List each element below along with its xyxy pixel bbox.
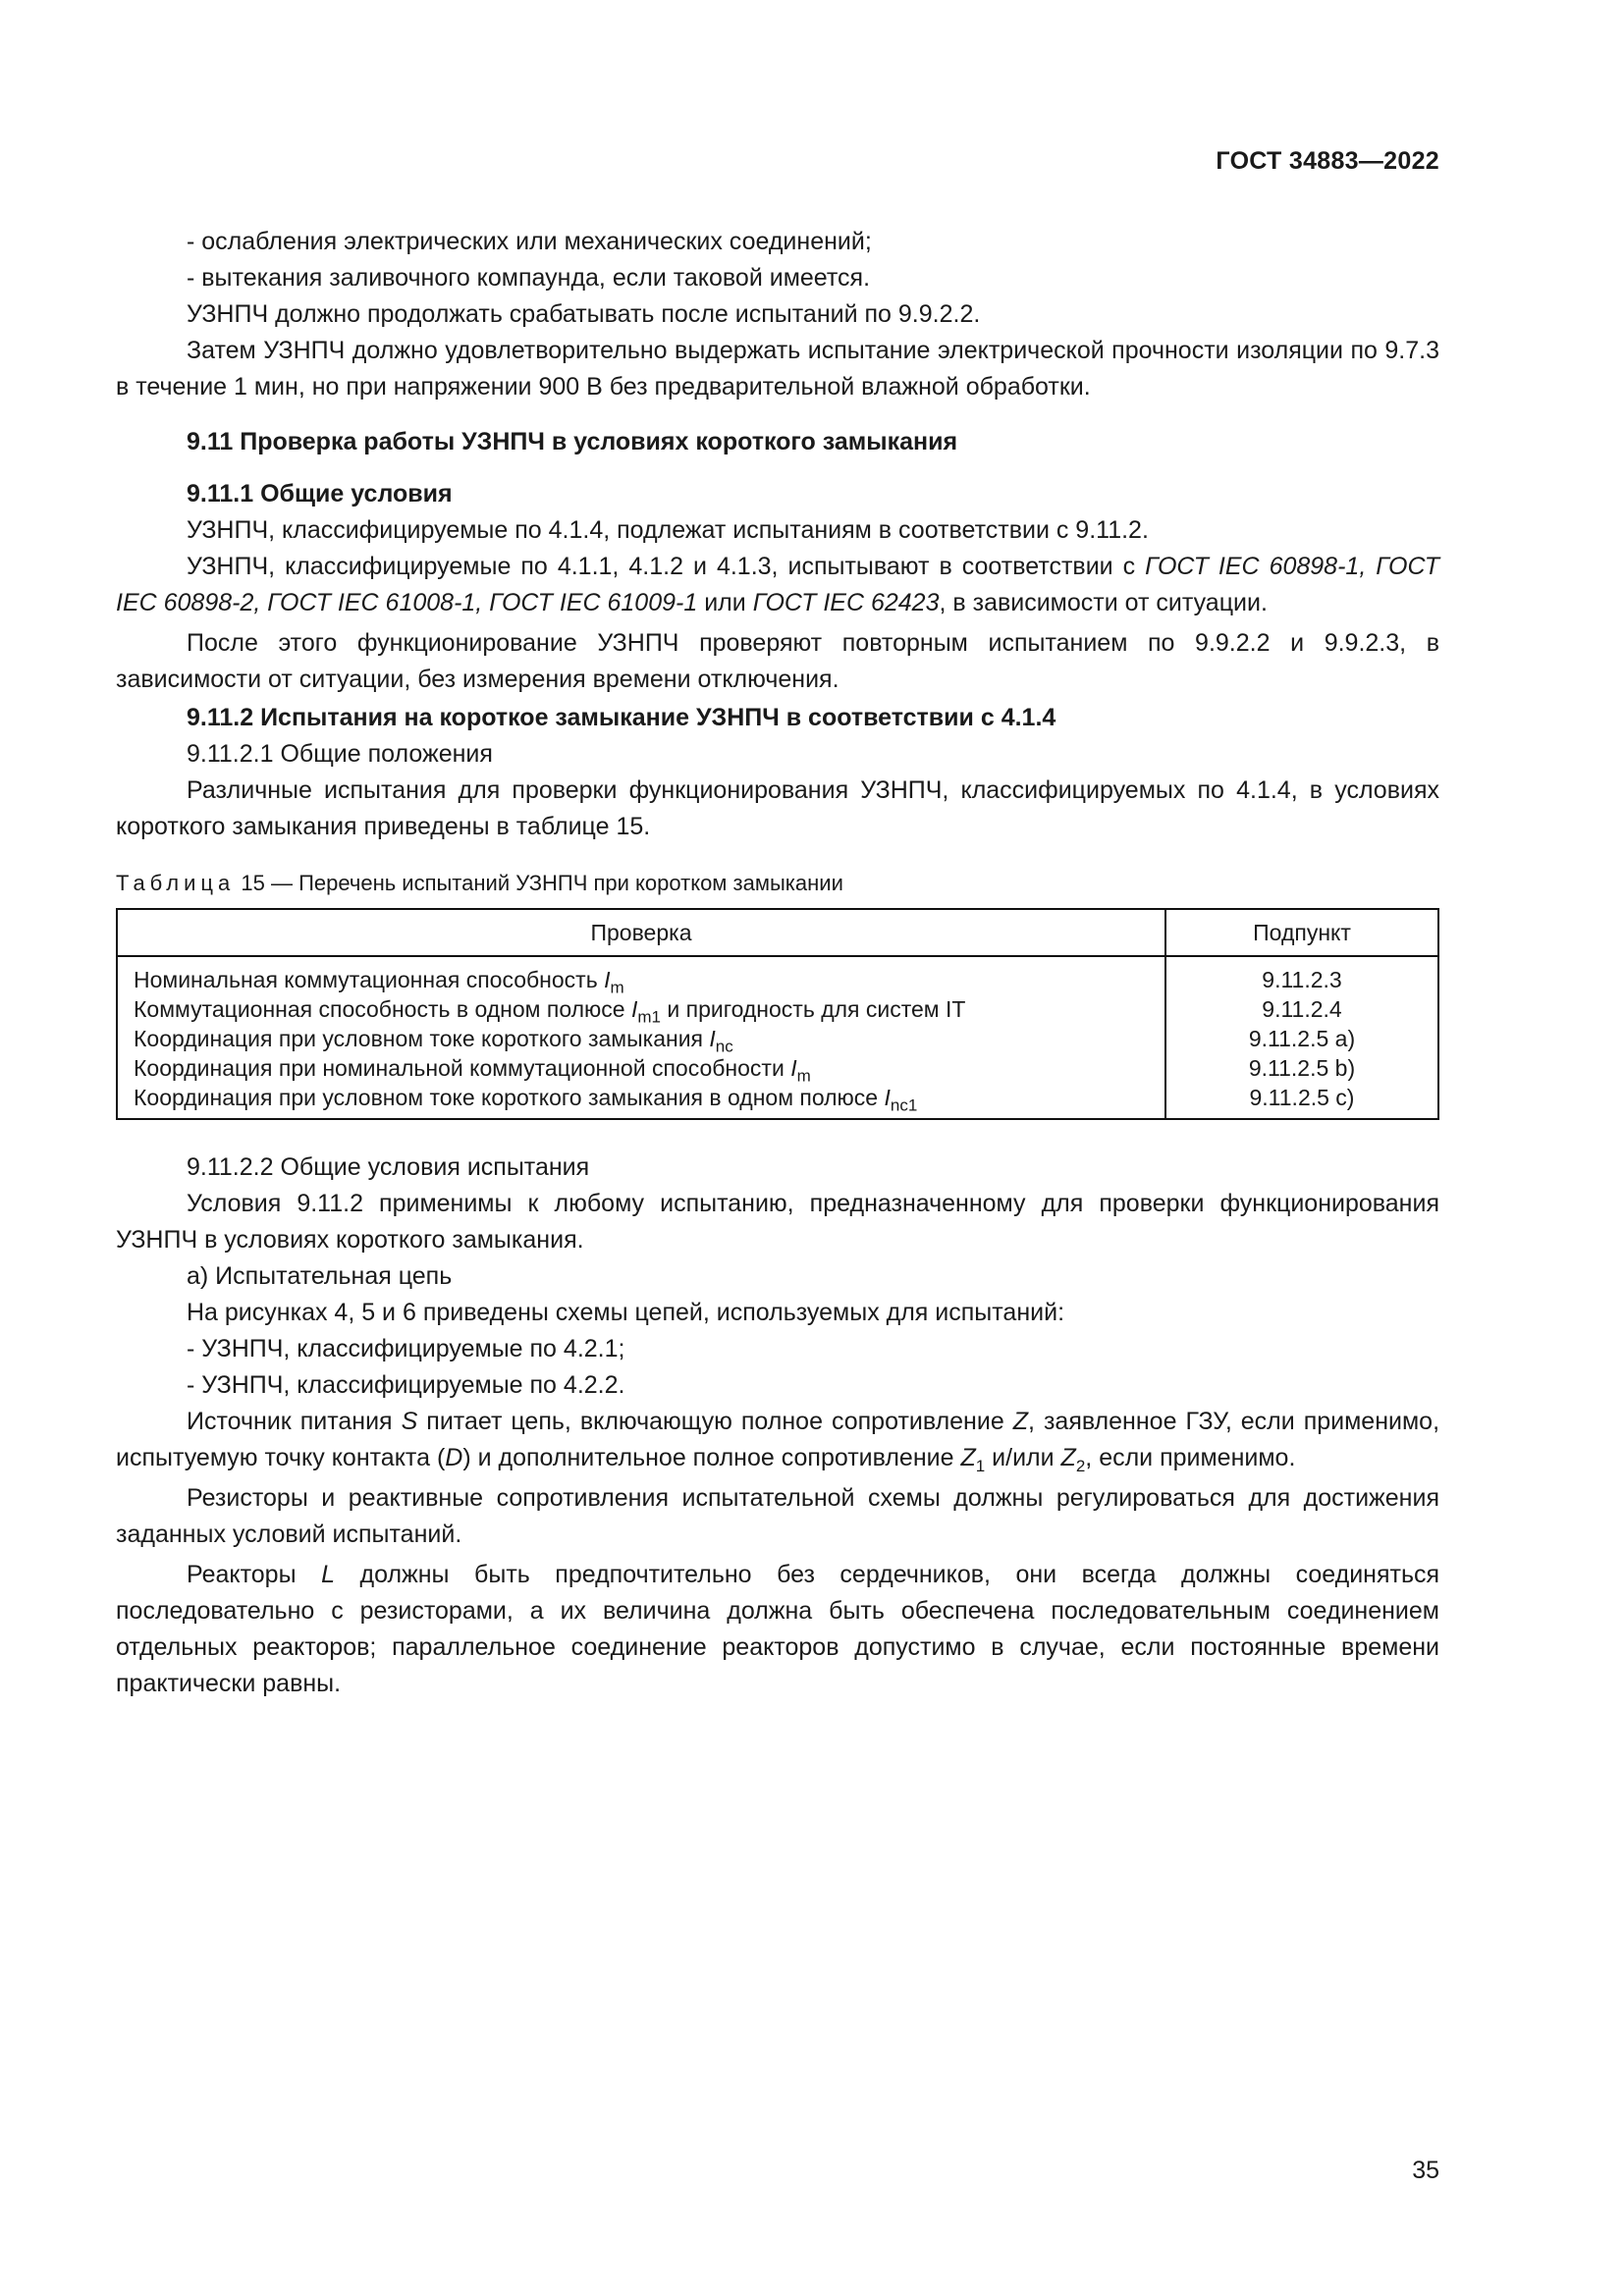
table-cell-ref: 9.11.2.5 a) bbox=[1165, 1024, 1438, 1053]
paragraph-power-source: Источник питания S питает цепь, включающую полное сопротивление Z, заявленное ГЗУ, если применимо, испытуемую точку контакта (D) и дополнительное полное сопротивление $Z_1$ и/или $Z_2$, если применимо. bbox=[116, 1408, 1440, 1475]
table-row: Координация при условном токе короткого замыкания $I_{nc}$ 9.11.2.5 a) bbox=[117, 1024, 1438, 1053]
paragraph: Резисторы и реактивные сопротивления испытательной схемы должны регулироваться для достижения заданных условий испытаний. bbox=[116, 1484, 1439, 1548]
standard-ref: ГОСТ IEC 61008-1, bbox=[267, 589, 483, 616]
table-header-check: Проверка bbox=[117, 909, 1165, 956]
table-cell-ref: 9.11.2.3 bbox=[1165, 956, 1438, 994]
section-heading-9-11: 9.11 Проверка работы УЗНПЧ в условиях короткого замыкания bbox=[187, 428, 958, 455]
list-item: - УЗНПЧ, классифицируемые по 4.2.2. bbox=[187, 1371, 625, 1399]
table-cell-ref: 9.11.2.5 c) bbox=[1165, 1083, 1438, 1119]
standard-ref: ГОСТ IEC 60898-1, bbox=[1145, 553, 1367, 580]
clause-heading-9-11-2-2: 9.11.2.2 Общие условия испытания bbox=[187, 1153, 590, 1181]
paragraph: После этого функционирование УЗНПЧ проверяют повторным испытанием по 9.9.2.2 и 9.9.2.3, в зависимости от ситуации, без измерения времени отключения. bbox=[116, 629, 1439, 693]
document-code: ГОСТ 34883—2022 bbox=[1216, 147, 1439, 175]
list-item: - УЗНПЧ, классифицируемые по 4.2.1; bbox=[187, 1335, 625, 1362]
table-row: Координация при условном токе короткого замыкания в одном полюсе $I_{nc1}$ 9.11.2.5 c) bbox=[117, 1083, 1438, 1119]
standard-ref: ГОСТ IEC 60898-2, bbox=[116, 553, 1439, 616]
table-header-clause: Подпункт bbox=[1165, 909, 1438, 956]
paragraph-standards: УЗНПЧ, классифицируемые по 4.1.1, 4.1.2 и 4.1.3, испытывают в соответствии с ГОСТ IEC 60898-1, ГОСТ IEC 60898-2, ГОСТ IEC 61008-1, ГОСТ IEC 61009-1 или ГОСТ IEC 62423, в зависимости от ситуации. bbox=[116, 553, 1439, 616]
standard-ref: ГОСТ IEC 62423 bbox=[752, 589, 940, 616]
paragraph-reactors: Реакторы L должны быть предпочтительно без сердечников, они всегда должны соединяться последовательно с резисторами, а их величина должна быть обеспечена последовательным соединением отдельных реакторов; параллельное соединение реакторов допустимо в случае, если постоянные времени практически равны. bbox=[116, 1561, 1440, 1697]
page-number: 35 bbox=[1412, 2157, 1439, 2184]
subsection-heading-9-11-2: 9.11.2 Испытания на короткое замыкание УЗНПЧ в соответствии с 4.1.4 bbox=[187, 704, 1056, 731]
table-caption: Таблица 15 — Перечень испытаний УЗНПЧ при коротком замыкании bbox=[116, 871, 843, 895]
paragraph: Условия 9.11.2 применимы к любому испытанию, предназначенному для проверки функционирования УЗНПЧ в условиях короткого замыкания. bbox=[116, 1190, 1439, 1254]
subsection-heading-9-11-1: 9.11.1 Общие условия bbox=[187, 480, 453, 507]
tests-table bbox=[116, 908, 1439, 1120]
clause-heading-9-11-2-1: 9.11.2.1 Общие положения bbox=[187, 740, 493, 768]
page-content bbox=[116, 224, 1439, 1702]
paragraph: На рисунках 4, 5 и 6 приведены схемы цепей, используемых для испытаний: bbox=[187, 1299, 1065, 1326]
list-item: a) Испытательная цепь bbox=[187, 1262, 453, 1290]
list-item: - вытекания заливочного компаунда, если таковой имеется. bbox=[187, 264, 871, 292]
paragraph: УЗНПЧ, классифицируемые по 4.1.4, подлежат испытаниям в соответствии с 9.11.2. bbox=[187, 516, 1149, 544]
list-item: - ослабления электрических или механических соединений; bbox=[187, 228, 872, 255]
table-row: Коммутационная способность в одном полюсе $I_{m1}$ и пригодность для систем IT 9.11.2.4 bbox=[117, 994, 1438, 1024]
table-row: Номинальная коммутационная способность $I_m$ 9.11.2.3 bbox=[117, 956, 1438, 994]
table-cell-ref: 9.11.2.4 bbox=[1165, 994, 1438, 1024]
table-row: Координация при номинальной коммутационной способности $I_m$ 9.11.2.5 b) bbox=[117, 1053, 1438, 1083]
standard-ref: ГОСТ IEC 61009-1 bbox=[489, 589, 698, 616]
paragraph: Затем УЗНПЧ должно удовлетворительно выдержать испытание электрической прочности изоляции по 9.7.3 в течение 1 мин, но при напряжении 900 В без предварительной влажной обработки. bbox=[116, 337, 1439, 400]
table-cell-ref: 9.11.2.5 b) bbox=[1165, 1053, 1438, 1083]
paragraph: Различные испытания для проверки функционирования УЗНПЧ, классифицируемых по 4.1.4, в условиях короткого замыкания приведены в таблице 15. bbox=[116, 776, 1439, 840]
paragraph: УЗНПЧ должно продолжать срабатывать после испытаний по 9.9.2.2. bbox=[187, 300, 981, 328]
